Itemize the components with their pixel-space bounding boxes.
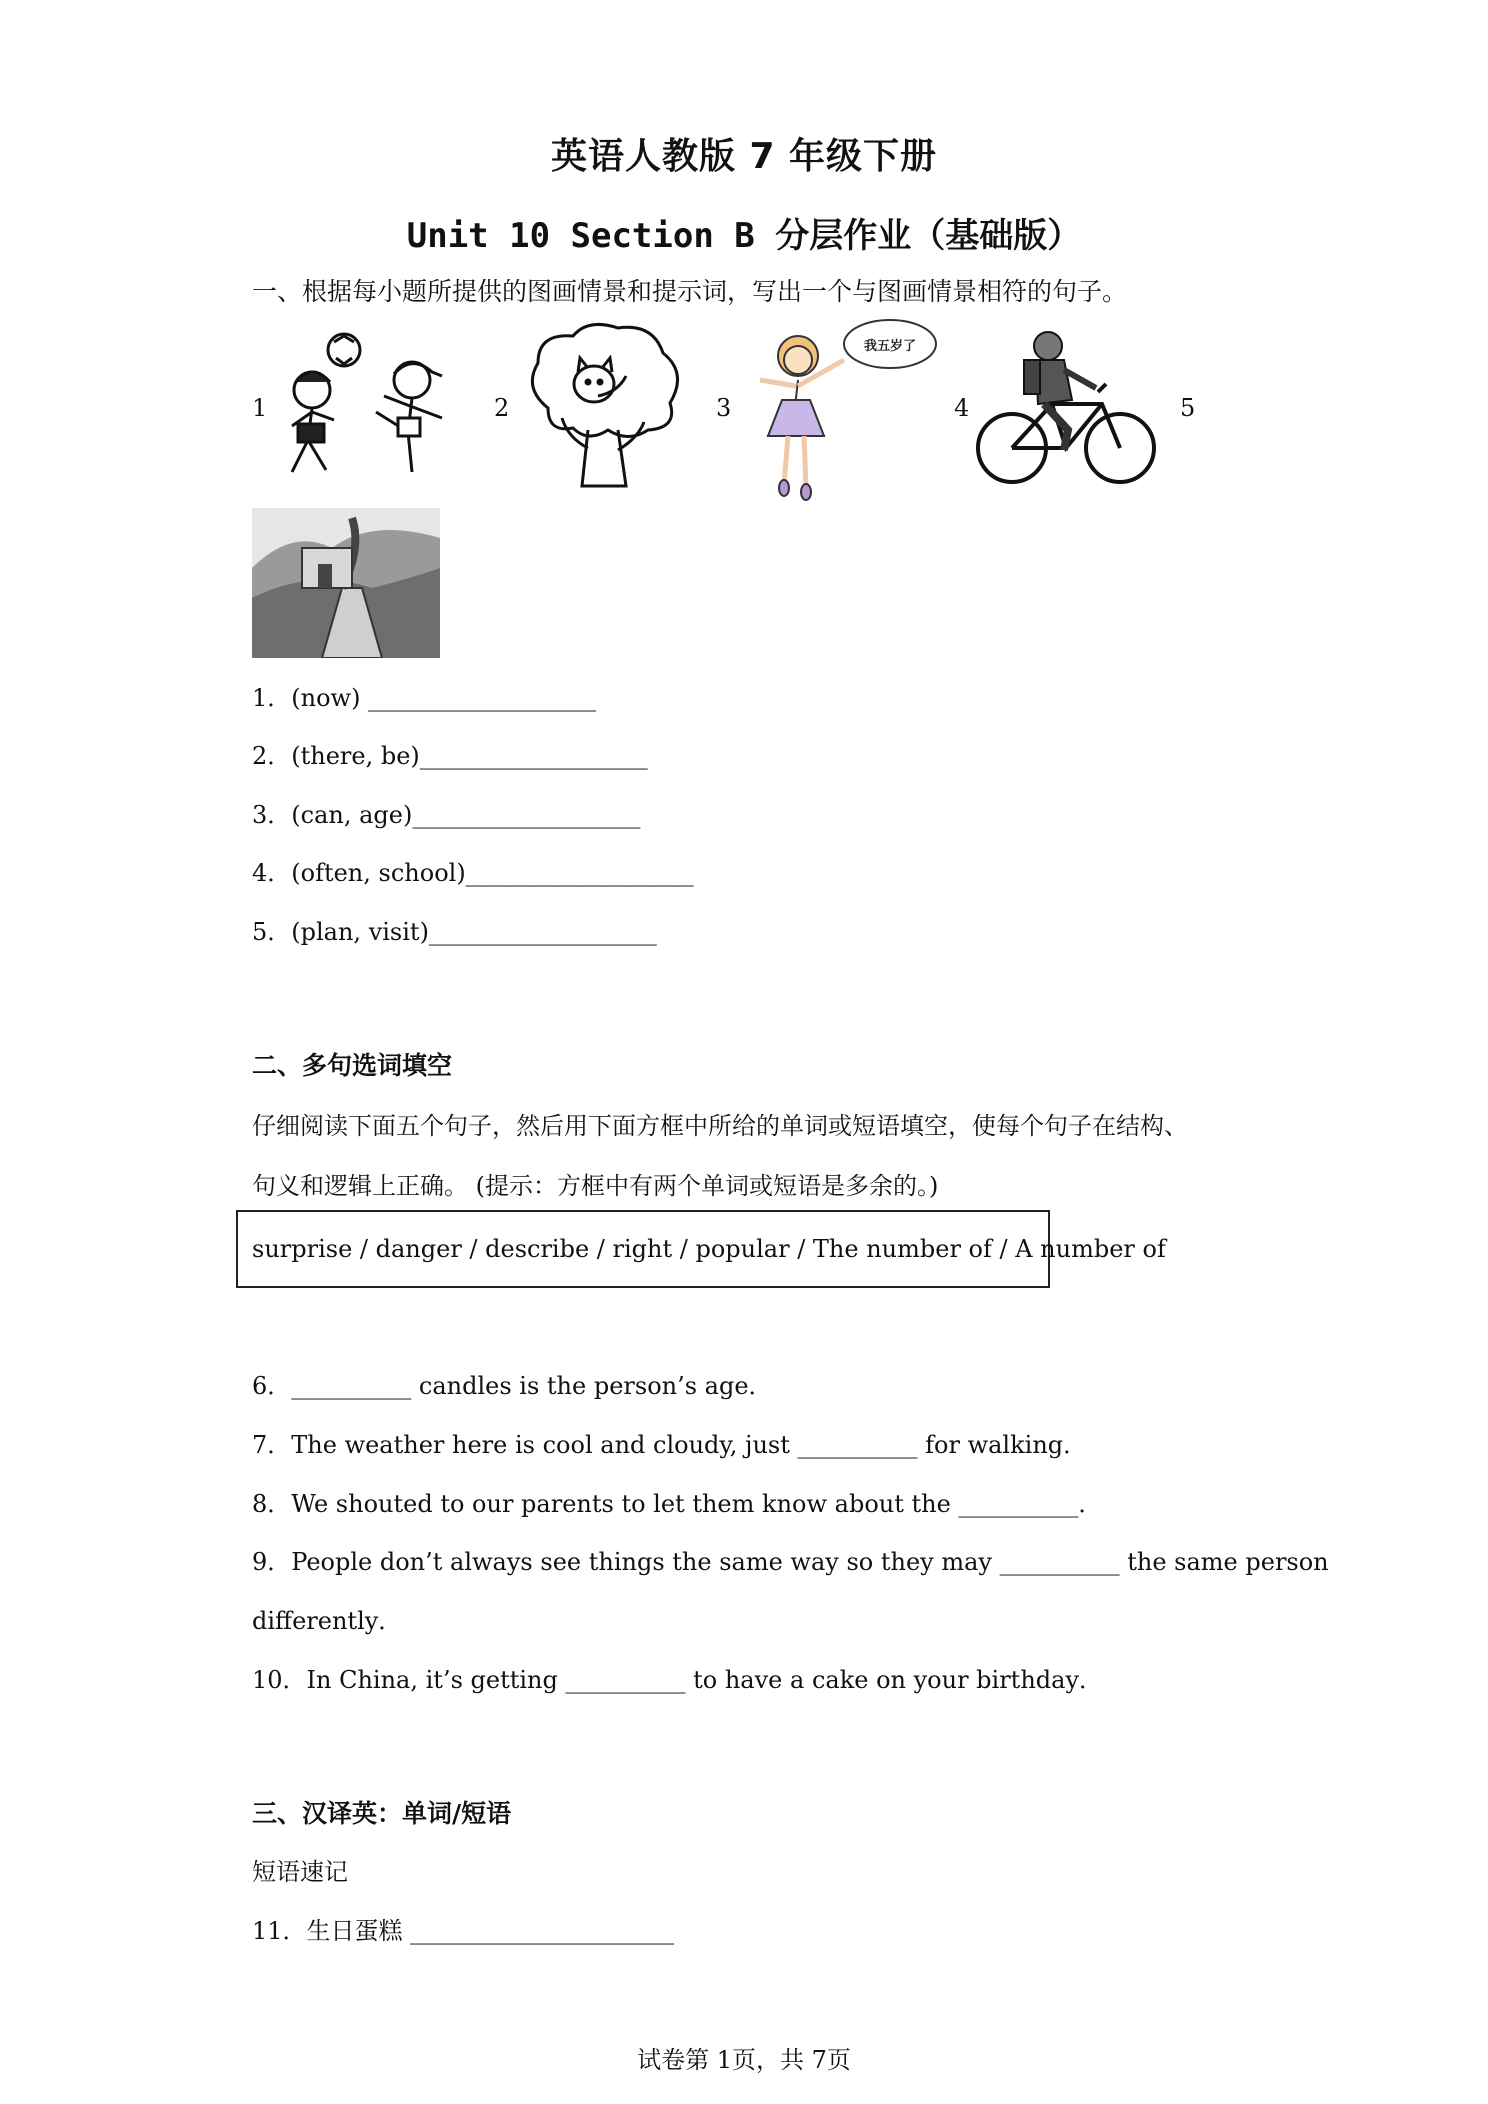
question-6: 6．__________ candles is the person’s age．	[252, 1372, 773, 1400]
boy-on-bicycle-illustration	[972, 330, 1158, 490]
speech-bubble-text: 我五岁了	[864, 339, 917, 354]
question-5: 5．(plan, visit)___________________	[252, 918, 657, 946]
section2-instruction-2: 句义和逻辑上正确。 (提示：方框中有两个单词或短语是多余的。)	[252, 1172, 939, 1200]
section3-heading: 三、汉译英：单词/短语	[252, 1799, 512, 1828]
soccer-boys-illustration	[272, 322, 472, 487]
page-footer: 试卷第 1页，共 7页	[637, 2046, 851, 2074]
section2-heading: 二、多句选词填空	[252, 1051, 453, 1080]
question-3: 3．(can, age)___________________	[252, 801, 641, 829]
question-9: 9．People don’t always see things the same way so they may __________ the same person	[252, 1548, 1329, 1576]
pic-label-4: 4	[954, 394, 970, 422]
question-4: 4．(often, school)___________________	[252, 859, 694, 887]
question-10: 10．In China, it’s getting __________ to have a cake on your birthday．	[252, 1666, 1104, 1694]
question-9-continued: differently．	[252, 1607, 403, 1635]
girl-dancer-illustration	[740, 316, 940, 506]
great-wall-illustration	[252, 508, 440, 658]
pic-label-2: 2	[494, 394, 510, 422]
question-2: 2．(there, be)___________________	[252, 742, 648, 770]
question-8: 8．We shouted to our parents to let them know about the __________．	[252, 1490, 1103, 1518]
section1-heading: 一、根据每小题所提供的图画情景和提示词，写出一个与图画情景相符的句子。	[252, 277, 1128, 306]
question-1: 1．(now) ___________________	[252, 684, 597, 712]
question-11: 11．生日蛋糕 ______________________	[252, 1917, 675, 1945]
pic-label-3: 3	[716, 394, 732, 422]
cat-in-tree-illustration	[518, 318, 688, 493]
pic-label-5: 5	[1180, 394, 1196, 422]
pic-label-1: 1	[252, 394, 268, 422]
section2-instruction-1: 仔细阅读下面五个句子，然后用下面方框中所给的单词或短语填空，使每个句子在结构、	[252, 1112, 1188, 1140]
question-7: 7．The weather here is cool and cloudy, just __________ for walking．	[252, 1431, 1088, 1459]
section3-subheading: 短语速记	[252, 1858, 348, 1886]
document-subtitle: Unit 10 Section B 分层作业（基础版）	[406, 216, 1082, 256]
document-title: 英语人教版 7 年级下册	[550, 136, 938, 177]
word-box: surprise / danger / describe / right / popular / The number of / A number of	[236, 1210, 1050, 1288]
